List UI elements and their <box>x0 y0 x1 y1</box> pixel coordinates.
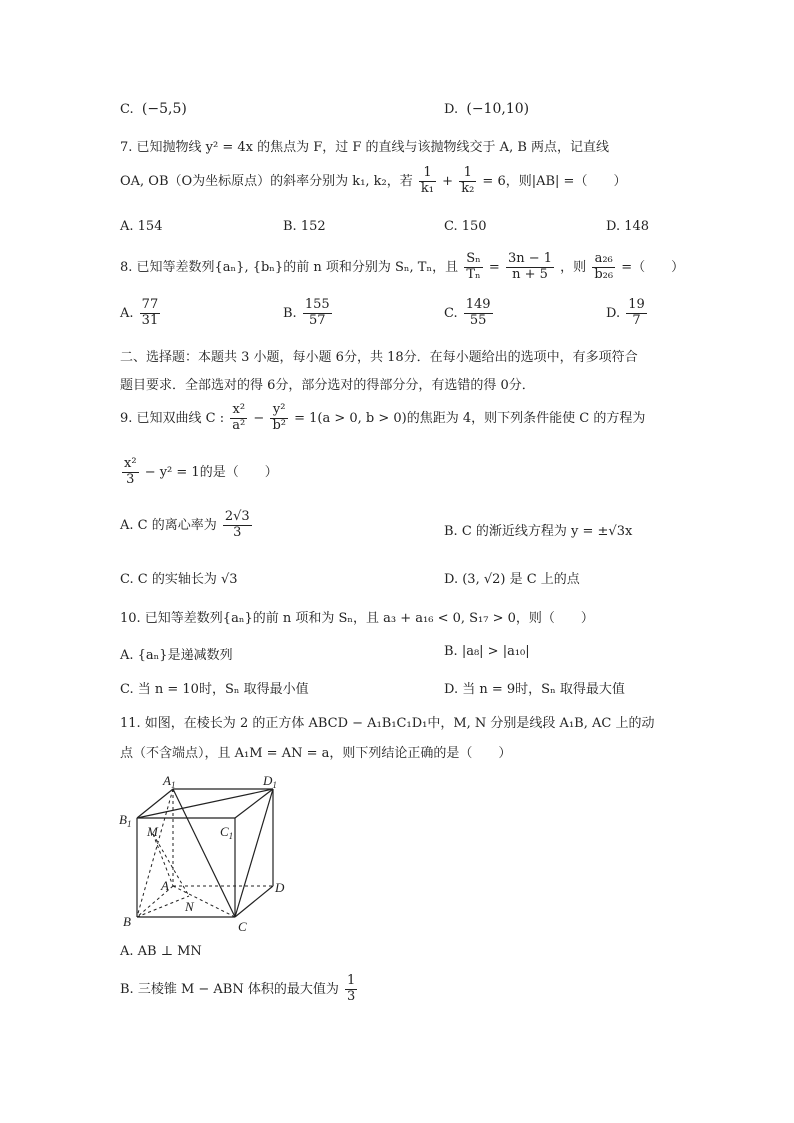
label-c1: $C_1$ <box>220 824 234 841</box>
label-a1: $A_1$ <box>163 773 176 790</box>
cube-figure <box>115 772 295 937</box>
q6-option-d: D. (−10,10) <box>444 101 530 117</box>
q10-option-a: A. {aₙ}是递减数列 <box>120 648 233 663</box>
section2-heading-line1: 二、选择题：本题共 3 小题，每小题 6分，共 18分．在每小题给出的选项中，有多项符合 <box>120 350 638 365</box>
q7-stem-line2: OA, OB（O为坐标原点）的斜率分别为 k₁, k₂，若 $\frac{1}{\text{k₁}}$ + $\frac{1}{\text{k₂}}$ = 6，则|AB| =（ ） <box>120 165 627 196</box>
q11-stem-line2: 点（不含端点），且 A₁M = AN = a，则下列结论正确的是（ ） <box>120 746 512 761</box>
q9-option-c: C. C 的实轴长为 √3 <box>120 572 238 587</box>
q9-option-a: A. C 的离心率为 $\frac{2√3}{3}$ <box>120 509 250 540</box>
label-c: C <box>238 919 247 934</box>
q9-option-b: B. C 的渐近线方程为 y = ±√3x <box>444 524 633 539</box>
q7-option-d: D. 148 <box>606 219 650 234</box>
q10-option-c: C. 当 n = 10时，Sₙ 取得最小值 <box>120 682 309 697</box>
label-d: D <box>275 880 285 895</box>
q7-stem-line1: 7. 已知抛物线 y² = 4x 的焦点为 F，过 F 的直线与该抛物线交于 A, B 两点，记直线 <box>120 140 610 155</box>
label-a: A <box>161 878 169 893</box>
q9-option-d: D. (3, √2) 是 C 上的点 <box>444 572 580 587</box>
q7-option-c: C. 150 <box>444 219 487 234</box>
q8-option-a: A. $\frac{77}{31}$ <box>120 297 159 328</box>
section2-heading-line2: 题目要求．全部选对的得 6分，部分选对的得部分分，有选错的得 0分． <box>120 378 535 393</box>
q6-option-c: C. (−5,5) <box>120 101 187 117</box>
label-b: B <box>123 914 131 929</box>
q9-stem-line1: 9. 已知双曲线 C : $\frac{\text{x²}}{\text{a²}}$ − $\frac{\text{y²}}{\text{b²}}$ = 1(a > 0, b > 0)的焦距为 4，则下列条件能使 C 的方程为 <box>120 402 646 433</box>
q9-stem-line2: $\frac{\text{x²}}{3}$ − y² = 1的是（ ） <box>124 456 278 487</box>
label-d1: $D_1$ <box>263 773 277 790</box>
q8-option-c: C. $\frac{149}{55}$ <box>444 297 491 328</box>
label-n: N <box>185 899 194 914</box>
q11-stem-line1: 11. 如图，在棱长为 2 的正方体 ABCD − A₁B₁C₁D₁中，M, N 分别是线段 A₁B, AC 上的动 <box>120 716 655 731</box>
q8-option-d: D. $\frac{19}{7}$ <box>606 297 645 328</box>
q10-stem: 10. 已知等差数列{aₙ}的前 n 项和为 Sₙ，且 a₃ + a₁₆ < 0, S₁₇ > 0，则（ ） <box>120 611 594 626</box>
q8-option-b: B. $\frac{155}{57}$ <box>283 297 330 328</box>
q7-option-a: A. 154 <box>120 219 163 234</box>
q10-option-d: D. 当 n = 9时，Sₙ 取得最大值 <box>444 682 625 697</box>
q7-option-b: B. 152 <box>283 219 326 234</box>
q11-option-b: B. 三棱锥 M − ABN 体积的最大值为 $\frac{1}{3}$ <box>120 973 356 1004</box>
q11-option-a: A. AB ⊥ MN <box>120 944 202 959</box>
label-b1: $B_1$ <box>119 812 132 829</box>
q10-option-b: B. |a₈| > |a₁₀| <box>444 644 530 659</box>
label-m: M <box>147 824 158 839</box>
q8-stem: 8. 已知等差数列{aₙ}, {bₙ}的前 n 项和分别为 Sₙ, Tₙ，且 $\frac{\text{Sₙ}}{\text{Tₙ}}$ = $\frac{3n - 1}{n + 5}$ ，则 $\frac{\text{a₂₆}}{\text{b₂₆}}$ =（ ） <box>120 251 685 282</box>
